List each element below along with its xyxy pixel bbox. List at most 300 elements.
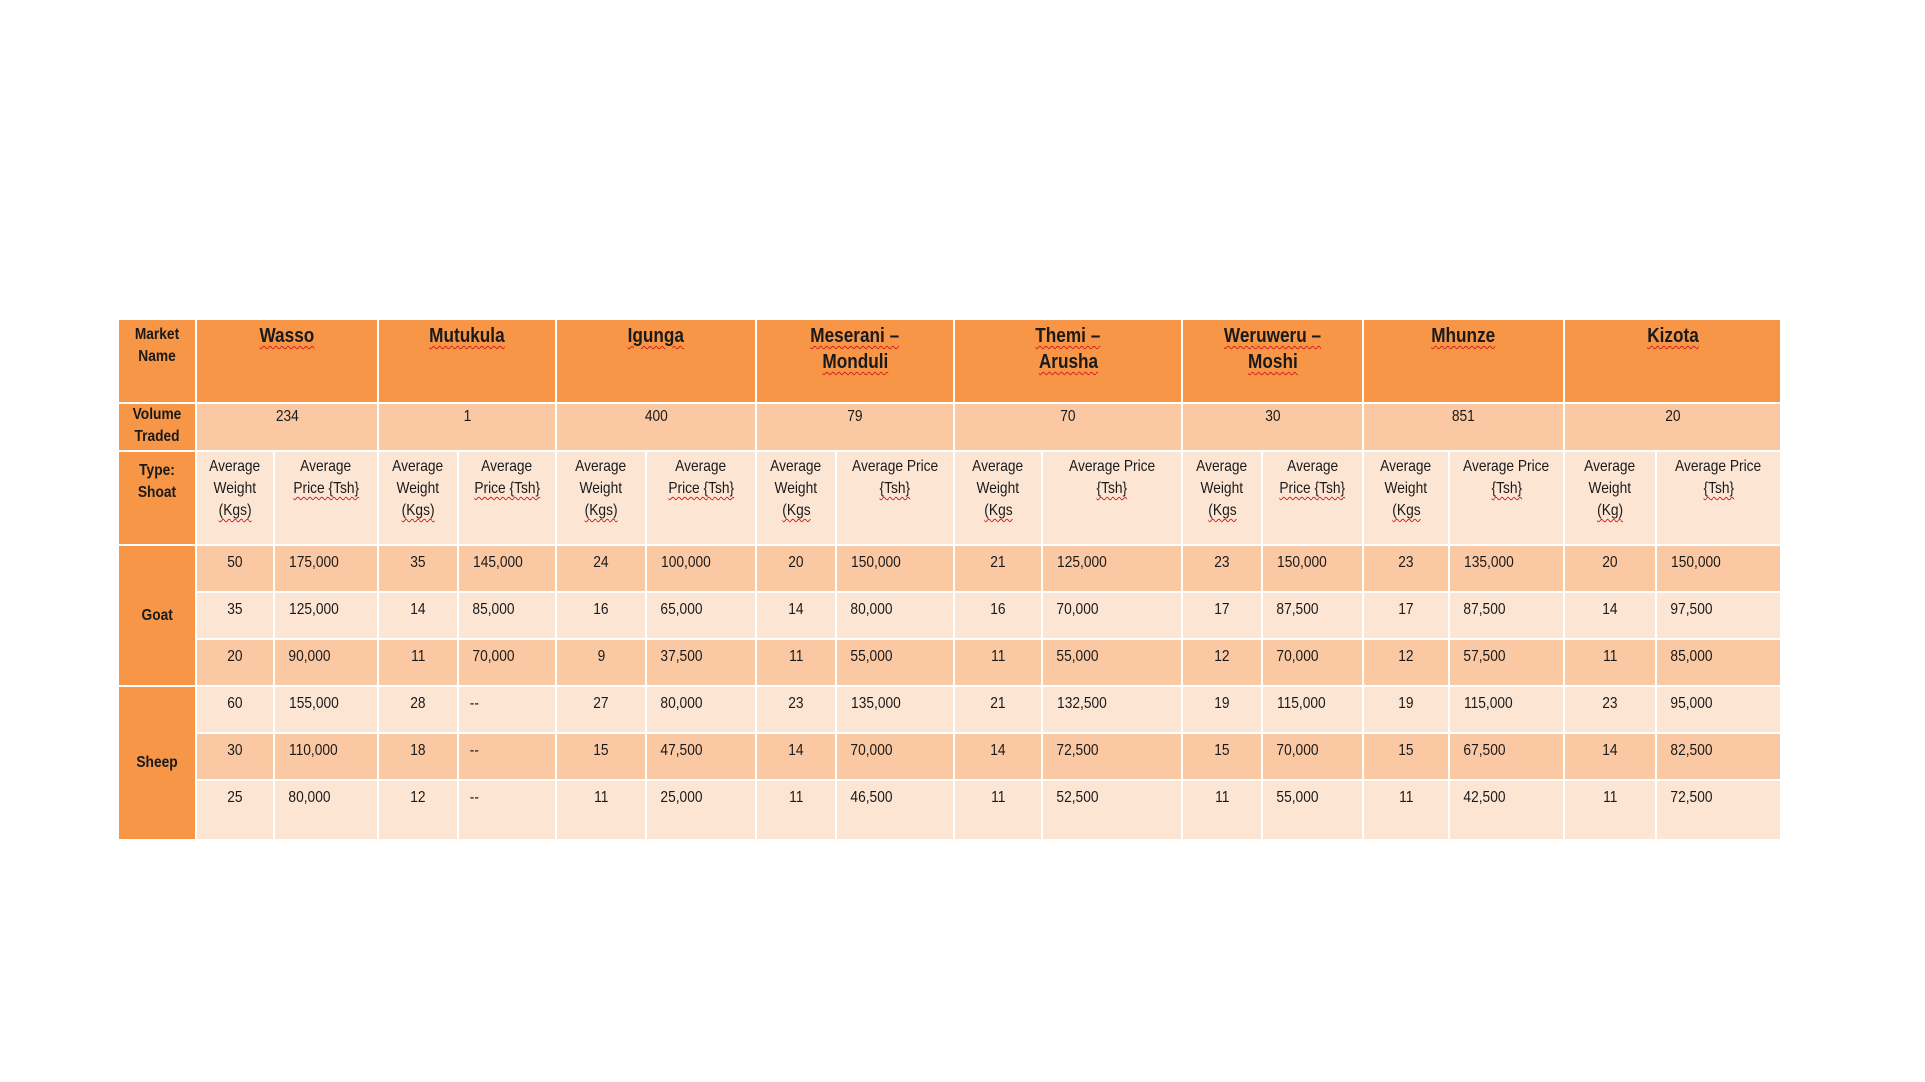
market-name-line1: Mhunze <box>1431 325 1496 347</box>
weight-cell <box>1182 686 1262 733</box>
subheader-line: Weight <box>1384 480 1428 497</box>
price-cell <box>646 592 756 639</box>
price-value: 57,500 <box>1463 648 1506 665</box>
price-cell <box>836 545 954 592</box>
subheader-line: Average <box>675 458 727 475</box>
price-value: 55,000 <box>850 648 893 665</box>
price-cell <box>1656 780 1781 840</box>
weight-cell <box>378 780 458 840</box>
weight-value: 14 <box>788 601 804 618</box>
price-cell <box>274 733 378 780</box>
weight-cell <box>1564 592 1656 639</box>
price-value: 52,500 <box>1056 789 1099 806</box>
price-value: 115,000 <box>1464 695 1513 712</box>
price-cell <box>458 686 556 733</box>
price-cell <box>1262 545 1363 592</box>
price-cell <box>836 592 954 639</box>
price-cell <box>1449 592 1564 639</box>
price-cell <box>1042 639 1182 686</box>
weight-cell <box>1564 639 1656 686</box>
type-label: Type: Shoat <box>137 462 177 501</box>
price-value: 150,000 <box>1277 554 1327 571</box>
weight-cell <box>954 780 1042 840</box>
market-name-line2: Arusha <box>1038 351 1098 373</box>
market-name-line1: Mutukula <box>429 325 505 347</box>
price-value: 85,000 <box>1670 648 1713 665</box>
subheader-line: Average Price <box>1463 458 1550 475</box>
price-cell <box>1449 780 1564 840</box>
subheader-line: Price {Tsh} <box>293 480 359 497</box>
weight-cell <box>1564 686 1656 733</box>
weight-value: 11 <box>1602 789 1618 806</box>
volume-traded-header <box>118 403 196 451</box>
weight-value: 20 <box>788 554 804 571</box>
volume-value <box>196 403 378 451</box>
weight-value: 12 <box>1398 648 1414 665</box>
price-cell <box>836 686 954 733</box>
weight-value: 17 <box>1214 601 1230 618</box>
subheader-line: Average Price <box>1068 458 1156 475</box>
weight-value: 15 <box>1398 742 1414 759</box>
weight-cell <box>196 733 274 780</box>
average-price-header <box>1042 451 1182 545</box>
subheader-line: Weight <box>976 480 1020 497</box>
volume-value <box>1564 403 1781 451</box>
price-value: 80,000 <box>850 601 893 618</box>
subheader-line: (Kgs <box>1207 502 1237 519</box>
volume-value <box>1182 403 1363 451</box>
price-value: 135,000 <box>851 695 901 712</box>
average-weight-header <box>196 451 274 545</box>
table-row <box>118 545 1781 592</box>
price-cell <box>1656 639 1781 686</box>
price-cell <box>1262 592 1363 639</box>
price-value: 150,000 <box>1671 554 1721 571</box>
shoat-market-table <box>117 318 1782 841</box>
price-cell <box>274 686 378 733</box>
weight-value: 23 <box>1398 554 1414 571</box>
subheader-line: Weight <box>213 480 257 497</box>
weight-cell <box>196 780 274 840</box>
weight-value: 24 <box>593 554 609 571</box>
subheader-line: Average <box>209 458 261 475</box>
volume-text: 234 <box>275 408 299 425</box>
market-name-line2: Monduli <box>822 351 888 373</box>
weight-value: 12 <box>410 789 426 806</box>
price-value: 87,500 <box>1276 601 1319 618</box>
volume-traded-label: Volume Traded <box>132 406 182 445</box>
volume-value <box>1363 403 1564 451</box>
price-cell <box>1262 780 1363 840</box>
price-cell <box>274 639 378 686</box>
weight-cell <box>556 592 646 639</box>
volume-text: 400 <box>644 408 668 425</box>
price-value: 65,000 <box>660 601 703 618</box>
weight-cell <box>1182 545 1262 592</box>
weight-cell <box>556 780 646 840</box>
weight-value: 20 <box>227 648 243 665</box>
weight-value: 15 <box>1214 742 1230 759</box>
price-value: 125,000 <box>1057 554 1107 571</box>
price-value: 82,500 <box>1670 742 1713 759</box>
volume-value <box>954 403 1182 451</box>
weight-value: 21 <box>990 695 1006 712</box>
market-header <box>1182 319 1363 403</box>
weight-value: 14 <box>788 742 804 759</box>
average-weight-header <box>556 451 646 545</box>
subheader-line: Average Price <box>1675 458 1762 475</box>
price-cell <box>458 639 556 686</box>
price-cell <box>274 780 378 840</box>
weight-value: 11 <box>410 648 426 665</box>
weight-value: 14 <box>410 601 426 618</box>
subheader-line: Average <box>300 458 352 475</box>
price-value: 97,500 <box>1670 601 1713 618</box>
weight-value: 19 <box>1214 695 1230 712</box>
price-value: 55,000 <box>1056 648 1099 665</box>
weight-cell <box>954 592 1042 639</box>
weight-cell <box>756 639 836 686</box>
group-label: Goat <box>141 606 173 624</box>
market-header <box>1564 319 1781 403</box>
market-name-line1: Meserani – <box>810 325 900 347</box>
market-header <box>1363 319 1564 403</box>
weight-cell <box>1363 592 1449 639</box>
weight-cell <box>556 545 646 592</box>
price-value: 46,500 <box>850 789 893 806</box>
subheader-line: Average <box>575 458 627 475</box>
market-name-row <box>118 319 1781 403</box>
price-cell <box>1449 639 1564 686</box>
weight-value: 17 <box>1398 601 1414 618</box>
price-value: 70,000 <box>1276 742 1319 759</box>
price-value: 87,500 <box>1463 601 1506 618</box>
weight-cell <box>1363 780 1449 840</box>
weight-cell <box>954 545 1042 592</box>
subheader-line: (Kgs <box>781 502 811 519</box>
price-cell <box>836 780 954 840</box>
market-header <box>378 319 556 403</box>
price-cell <box>1042 733 1182 780</box>
weight-value: 23 <box>1602 695 1618 712</box>
subheader-line: Weight <box>579 480 623 497</box>
weight-cell <box>378 733 458 780</box>
weight-value: 9 <box>597 648 605 665</box>
price-cell <box>458 592 556 639</box>
price-value: 115,000 <box>1277 695 1326 712</box>
price-value: 70,000 <box>1056 601 1099 618</box>
subheader-line: (Kgs <box>983 502 1013 519</box>
volume-text: 30 <box>1264 408 1281 425</box>
price-cell <box>458 733 556 780</box>
price-cell <box>1656 686 1781 733</box>
market-name-label: Market Name <box>134 326 180 365</box>
price-cell <box>1656 545 1781 592</box>
price-value: 175,000 <box>289 554 339 571</box>
price-value: -- <box>469 742 479 759</box>
price-cell <box>1262 639 1363 686</box>
subheader-line: Weight <box>1200 480 1244 497</box>
weight-cell <box>1564 733 1656 780</box>
subheader-line: (Kgs) <box>218 502 252 519</box>
subheader-line: (Kgs) <box>584 502 618 519</box>
weight-cell <box>196 592 274 639</box>
price-cell <box>1656 592 1781 639</box>
price-cell <box>274 545 378 592</box>
price-value: 72,500 <box>1056 742 1099 759</box>
weight-value: 23 <box>788 695 804 712</box>
weight-value: 15 <box>593 742 609 759</box>
weight-cell <box>1182 592 1262 639</box>
price-value: 70,000 <box>1276 648 1319 665</box>
price-cell <box>836 733 954 780</box>
price-value: 70,000 <box>850 742 893 759</box>
price-cell <box>458 780 556 840</box>
weight-value: 14 <box>990 742 1006 759</box>
volume-text: 851 <box>1452 408 1476 425</box>
weight-value: 11 <box>990 789 1006 806</box>
price-value: 80,000 <box>660 695 703 712</box>
average-price-header <box>1449 451 1564 545</box>
table-row <box>118 686 1781 733</box>
weight-cell <box>1363 686 1449 733</box>
weight-value: 11 <box>593 789 609 806</box>
subheader-line: {Tsh} <box>1491 480 1522 497</box>
price-cell <box>1656 733 1781 780</box>
weight-value: 11 <box>1602 648 1618 665</box>
price-cell <box>1262 686 1363 733</box>
price-cell <box>646 780 756 840</box>
weight-cell <box>556 639 646 686</box>
subheader-line: {Tsh} <box>879 480 911 497</box>
price-value: 42,500 <box>1463 789 1506 806</box>
average-weight-header <box>954 451 1042 545</box>
subheader-line: {Tsh} <box>1703 480 1734 497</box>
subheader-line: (Kgs) <box>401 502 435 519</box>
market-name-line1: Themi – <box>1035 325 1101 347</box>
price-value: 72,500 <box>1670 789 1713 806</box>
volume-text: 70 <box>1060 408 1076 425</box>
price-value: 135,000 <box>1464 554 1514 571</box>
weight-cell <box>196 639 274 686</box>
average-weight-header <box>1564 451 1656 545</box>
price-value: 100,000 <box>661 554 711 571</box>
weight-value: 50 <box>227 554 243 571</box>
weight-value: 16 <box>990 601 1006 618</box>
weight-value: 28 <box>410 695 426 712</box>
price-cell <box>646 639 756 686</box>
weight-cell <box>1564 545 1656 592</box>
weight-value: 16 <box>593 601 609 618</box>
average-price-header <box>646 451 756 545</box>
subheader-line: Average <box>1196 458 1248 475</box>
price-cell <box>1449 545 1564 592</box>
price-value: 55,000 <box>1276 789 1319 806</box>
price-value: 85,000 <box>472 601 515 618</box>
volume-row <box>118 403 1781 451</box>
weight-cell <box>756 686 836 733</box>
price-value: 145,000 <box>473 554 523 571</box>
type-header <box>118 451 196 545</box>
price-cell <box>1042 780 1182 840</box>
weight-value: 12 <box>1214 648 1230 665</box>
group-label-sheep <box>118 686 196 840</box>
table-row <box>118 780 1781 840</box>
volume-value <box>378 403 556 451</box>
weight-value: 35 <box>227 601 243 618</box>
table-row <box>118 639 1781 686</box>
price-cell <box>1042 545 1182 592</box>
weight-cell <box>1182 780 1262 840</box>
price-value: 25,000 <box>660 789 703 806</box>
weight-value: 21 <box>990 554 1006 571</box>
volume-text: 79 <box>847 408 863 425</box>
price-cell <box>646 733 756 780</box>
average-price-header <box>1262 451 1363 545</box>
market-name-line1: Igunga <box>627 325 685 347</box>
subheader-line: Weight <box>774 480 818 497</box>
group-label-goat <box>118 545 196 686</box>
subheader-line: Price {Tsh} <box>1279 480 1346 497</box>
average-weight-header <box>1182 451 1262 545</box>
average-weight-header <box>756 451 836 545</box>
market-header <box>954 319 1182 403</box>
price-value: 47,500 <box>660 742 703 759</box>
weight-value: 27 <box>593 695 609 712</box>
weight-value: 11 <box>788 648 804 665</box>
average-price-header <box>836 451 954 545</box>
weight-cell <box>196 545 274 592</box>
weight-value: 11 <box>1214 789 1230 806</box>
subheader-line: (Kg) <box>1597 502 1624 519</box>
weight-cell <box>954 639 1042 686</box>
price-cell <box>1042 686 1182 733</box>
weight-value: 35 <box>410 554 426 571</box>
weight-cell <box>1363 733 1449 780</box>
price-cell <box>274 592 378 639</box>
subheader-line: Average <box>972 458 1024 475</box>
weight-cell <box>756 733 836 780</box>
price-value: -- <box>469 695 479 712</box>
price-value: 155,000 <box>289 695 339 712</box>
weight-cell <box>954 686 1042 733</box>
weight-cell <box>196 686 274 733</box>
volume-value <box>756 403 954 451</box>
price-value: 95,000 <box>1670 695 1713 712</box>
weight-value: 14 <box>1602 742 1618 759</box>
price-value: 70,000 <box>472 648 515 665</box>
weight-value: 30 <box>227 742 243 759</box>
weight-cell <box>756 592 836 639</box>
subheader-line: Average <box>481 458 533 475</box>
subheader-line: Price {Tsh} <box>474 480 540 497</box>
weight-cell <box>556 733 646 780</box>
weight-cell <box>1363 545 1449 592</box>
price-value: 90,000 <box>288 648 331 665</box>
price-cell <box>1449 733 1564 780</box>
market-header <box>756 319 954 403</box>
price-value: 125,000 <box>289 601 339 618</box>
subheader-line: {Tsh} <box>1096 480 1128 497</box>
subheader-line: (Kgs <box>1391 502 1421 519</box>
market-name-line1: Kizota <box>1646 325 1699 347</box>
average-price-header <box>274 451 378 545</box>
price-value: 80,000 <box>288 789 331 806</box>
weight-value: 25 <box>227 789 243 806</box>
price-cell <box>1042 592 1182 639</box>
average-weight-header <box>1363 451 1449 545</box>
weight-cell <box>378 545 458 592</box>
subheader-line: Average <box>1584 458 1636 475</box>
price-cell <box>836 639 954 686</box>
price-cell <box>458 545 556 592</box>
price-cell <box>1262 733 1363 780</box>
weight-cell <box>378 639 458 686</box>
weight-value: 19 <box>1398 695 1414 712</box>
price-value: 150,000 <box>851 554 901 571</box>
market-header <box>556 319 756 403</box>
subheader-row <box>118 451 1781 545</box>
weight-cell <box>1182 733 1262 780</box>
weight-cell <box>756 780 836 840</box>
volume-value <box>556 403 756 451</box>
subheader-line: Weight <box>1588 480 1632 497</box>
weight-cell <box>1363 639 1449 686</box>
weight-cell <box>378 686 458 733</box>
table-row <box>118 592 1781 639</box>
market-name-line1: Weruweru – <box>1223 325 1322 347</box>
weight-cell <box>756 545 836 592</box>
price-value: 37,500 <box>660 648 703 665</box>
price-value: 132,500 <box>1057 695 1107 712</box>
price-value: 110,000 <box>288 742 338 759</box>
average-weight-header <box>378 451 458 545</box>
weight-value: 11 <box>990 648 1006 665</box>
weight-cell <box>1182 639 1262 686</box>
subheader-line: Average <box>392 458 444 475</box>
weight-value: 23 <box>1214 554 1230 571</box>
volume-text: 1 <box>463 408 471 425</box>
weight-cell <box>556 686 646 733</box>
weight-value: 20 <box>1602 554 1618 571</box>
weight-value: 60 <box>227 695 243 712</box>
price-cell <box>646 545 756 592</box>
weight-value: 18 <box>410 742 426 759</box>
market-name-header <box>118 319 196 403</box>
weight-value: 11 <box>1398 789 1414 806</box>
market-header <box>196 319 378 403</box>
price-cell <box>1449 686 1564 733</box>
market-name-line2: Moshi <box>1247 351 1298 373</box>
subheader-line: Weight <box>396 480 440 497</box>
price-cell <box>646 686 756 733</box>
subheader-line: Price {Tsh} <box>668 480 734 497</box>
average-price-header <box>1656 451 1781 545</box>
average-price-header <box>458 451 556 545</box>
price-value: -- <box>469 789 479 806</box>
volume-text: 20 <box>1664 408 1681 425</box>
subheader-line: Average Price <box>851 458 939 475</box>
weight-cell <box>378 592 458 639</box>
weight-value: 11 <box>788 789 804 806</box>
price-value: 67,500 <box>1463 742 1506 759</box>
subheader-line: Average <box>1287 458 1339 475</box>
market-name-line1: Wasso <box>259 325 315 347</box>
subheader-line: Average <box>770 458 822 475</box>
subheader-line: Average <box>1380 458 1432 475</box>
weight-value: 14 <box>1602 601 1618 618</box>
weight-cell <box>954 733 1042 780</box>
